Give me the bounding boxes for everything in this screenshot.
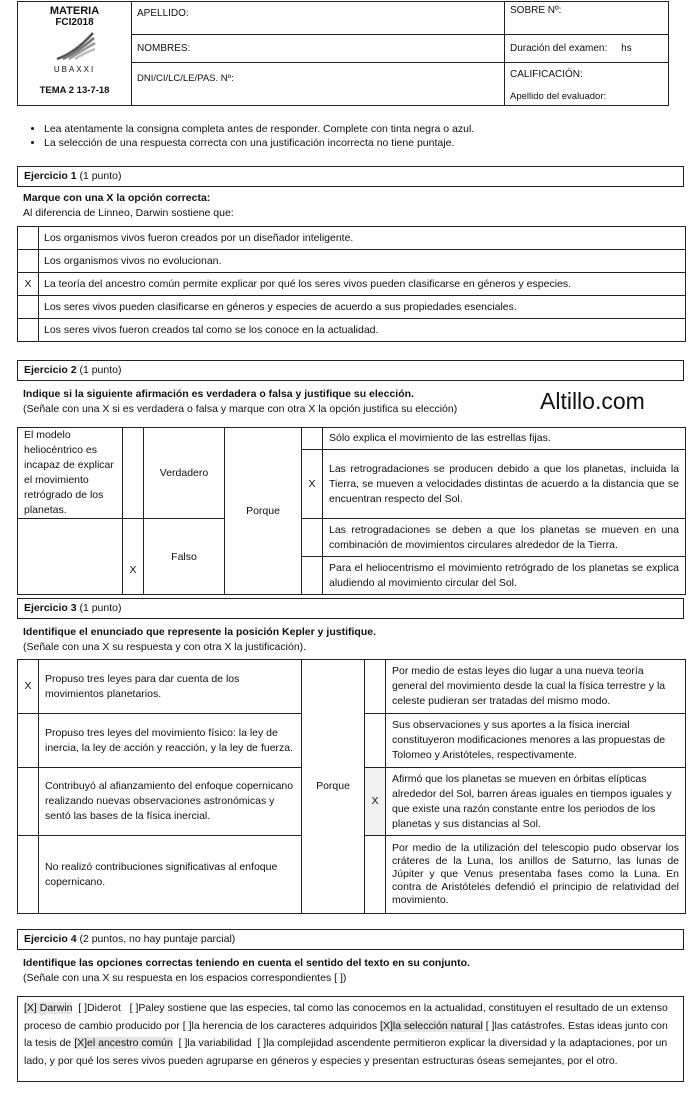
ej3-title: Ejercicio 3 <box>24 602 77 614</box>
option-mark[interactable]: X <box>18 660 39 714</box>
sobre-field[interactable] <box>505 2 669 35</box>
ej4-selected-option[interactable]: [X]el ancestro común <box>74 1037 173 1049</box>
option-text: Los seres vivos pueden clasificarse en géneros y especies de acuerdo a sus propiedades esenciales. <box>39 296 686 319</box>
justification-mark[interactable] <box>365 836 386 914</box>
ej3-points: (1 punto) <box>76 602 122 614</box>
ej4-instruction: Identifique las opciones correctas teniendo en cuenta el sentido del texto en su conjunto. <box>23 957 470 969</box>
calificacion-field[interactable] <box>505 63 669 106</box>
ej3-title-box <box>17 598 684 619</box>
justification-text: Las retrogradaciones se deben a que los planetas se mueven en una combinación de movimientos circulares alrededor de la Tierra. <box>323 519 686 557</box>
nombres-label: NOMBRES: <box>137 43 191 54</box>
materia-code: FCI2018 <box>55 17 94 28</box>
ej1-title-box <box>17 166 684 187</box>
justification-mark[interactable] <box>302 519 323 557</box>
option-text: Propuso tres leyes del movimiento físico: la ley de inercia, la ley de acción y reacción, y la ley de fuerza. <box>39 714 302 768</box>
ej4-text-box <box>17 996 684 1082</box>
ej4-sub: (Señale con una X su respuesta en los espacios correspondientes [ ]) <box>23 972 347 984</box>
ej3-instruction: Identifique el enunciado que represente la posición Kepler y justifique. <box>23 626 376 638</box>
ej1-title: Ejercicio 1 <box>24 170 77 182</box>
justification-mark[interactable] <box>365 714 386 768</box>
ej2-title: Ejercicio 2 <box>24 364 77 376</box>
nombres-field[interactable] <box>132 35 505 63</box>
option-text: Propuso tres leyes para dar cuenta de los movimientos planetarios. <box>39 660 302 714</box>
option-mark[interactable]: X <box>18 273 39 296</box>
justification-mark[interactable] <box>302 557 323 595</box>
ej1-option-row[interactable] <box>18 319 686 342</box>
ej1-instruction: Marque con una X la opción correcta: <box>23 192 211 204</box>
option-mark[interactable] <box>18 836 39 914</box>
ej2-sub: (Señale con una X si es verdadera o falsa y marque con otra X la opción justifica su elección) <box>23 403 458 415</box>
tema-label: TEMA 2 13-7-18 <box>39 85 110 96</box>
ej4-title-box <box>17 929 684 950</box>
justification-text: Por medio de la utilización del telescopio pudo observar los cráteres de la Luna, los anillos de Saturno, las lunas de Júpiter y que Venus presentaba fases como la Luna. En contra de Aristóteles defendió el principio de relatividad del movimiento. <box>386 836 686 914</box>
apellido-label: APELLIDO: <box>137 8 189 19</box>
option-mark[interactable] <box>18 296 39 319</box>
watermark: Altillo.com <box>540 388 645 414</box>
option-text: Contribuyó al afianzamiento del enfoque copernicano realizando nuevas observaciones astronómicas y sentó las bases de la física inercial. <box>39 768 302 836</box>
ej1-option-row[interactable] <box>18 296 686 319</box>
verdadero-mark[interactable] <box>123 428 144 519</box>
justification-text: Afirmó que los planetas se mueven en órbitas elípticas alrededor del Sol, barren áreas iguales en tiempos iguales y que existe una razón constante entre los periodos de los planetas y sus distancias al Sol. <box>386 768 686 836</box>
logo-text: UBAXXI <box>53 65 96 74</box>
dni-label: DNI/CI/LC/LE/PAS. Nº: <box>137 73 234 84</box>
ej2-instruction: Indique si la siguiente afirmación es verdadera o falsa y justifique su elección. <box>23 388 414 400</box>
justification-text: Para el heliocentrismo el movimiento retrógrado de los planetas se explica aludiendo al movimiento circular del Sol. <box>323 557 686 595</box>
ej1-question: Al diferencia de Linneo, Darwin sostiene que: <box>23 207 234 219</box>
option-text: Los seres vivos fueron creados tal como se los conoce en la actualidad. <box>39 319 686 342</box>
option-text: Los organismos vivos fueron creados por un diseñador inteligente. <box>39 227 686 250</box>
option-mark[interactable] <box>18 319 39 342</box>
justification-mark[interactable] <box>302 428 323 450</box>
ej1-option-row[interactable] <box>18 227 686 250</box>
justification-text: Las retrogradaciones se producen debido a que los planetas, incluida la Tierra, se mueven a velocidades distintas de acuerdo a la distancia que se encuentran respecto del Sol. <box>323 450 686 519</box>
option-text: La teoría del ancestro común permite explicar por qué los seres vivos pueden clasificarse en géneros y especies. <box>39 273 686 296</box>
ej4-text: [ ]las catástrofes. Estas ideas junto con la tesis de <box>24 1019 668 1049</box>
calificacion-label: CALIFICACIÓN: <box>510 69 583 80</box>
falso-option[interactable]: Falso <box>144 519 225 595</box>
ej4-selected-option[interactable]: [X] Darwin <box>24 1002 73 1014</box>
ej2-statement: El modelo heliocéntrico es incapaz de explicar el movimiento retrógrado de los planetas. <box>18 428 123 519</box>
ej4-text: [ ]la variabilidad [ ]la complejidad ascendente permitieron explicar la diversidad y la adaptaciones, por un lado, y por qué los seres vivos pueden agruparse en géneros y especies y presentan estructuras óseas semejantes, por el otro. <box>24 1037 671 1067</box>
ej2-points: (1 punto) <box>76 364 122 376</box>
ej3-table <box>17 659 686 914</box>
evaluador-label: Apellido del evaluador: <box>510 91 607 102</box>
dni-field[interactable] <box>132 63 505 106</box>
instruction-item: • La selección de una respuesta correcta con una justificación incorrecta no tiene puntaje. <box>44 136 474 150</box>
ej4-text: [ ]Diderot [ ]Paley sostiene que las especies, tal como las conocemos en la actualidad, constituyen el resultado de un extenso proceso de cambio producido por [ ]la herencia de los caracteres adquiridos <box>24 1002 671 1032</box>
duracion-label: Duración del examen: hs <box>510 43 632 54</box>
ej1-options-table <box>17 226 686 342</box>
justification-mark[interactable]: X <box>302 450 323 519</box>
justification-text: Sus observaciones y sus aportes a la física inercial constituyeron modificaciones menores a las propuestas de Tolomeo y Aristóteles, respectivamente. <box>386 714 686 768</box>
ej3-porque: Porque <box>302 660 365 914</box>
verdadero-option[interactable]: Verdadero <box>144 428 225 519</box>
materia-label: MATERIA <box>49 5 100 17</box>
instruction-item: • Lea atentamente la consigna completa antes de responder. Complete con tinta negra o azul. <box>44 122 474 136</box>
justification-mark[interactable]: X <box>365 768 386 836</box>
justification-mark[interactable] <box>365 660 386 714</box>
header-table <box>17 1 669 106</box>
option-text: No realizó contribuciones significativas al enfoque copernicano. <box>39 836 302 914</box>
justification-text: Por medio de estas leyes dio lugar a una nueva teoría general del movimiento desde la cual la física terrestre y la celeste pudieran ser tratadas del mismo modo. <box>386 660 686 714</box>
ubaxxi-logo-icon <box>53 31 97 61</box>
justification-text: Sólo explica el movimiento de las estrellas fijas. <box>323 428 686 450</box>
ej2-title-box <box>17 360 684 381</box>
ej1-option-row[interactable] <box>18 250 686 273</box>
option-mark[interactable] <box>18 714 39 768</box>
ej2-porque: Porque <box>225 428 302 595</box>
ej1-points: (1 punto) <box>76 170 122 182</box>
ej4-points: (2 puntos, no hay puntaje parcial) <box>76 933 236 945</box>
apellido-field[interactable] <box>132 2 505 35</box>
ej4-title: Ejercicio 4 <box>24 933 77 945</box>
ej1-option-row[interactable] <box>18 273 686 296</box>
option-mark[interactable] <box>18 768 39 836</box>
duracion-field[interactable] <box>505 35 669 63</box>
ej3-sub: (Señale con una X su respuesta y con otra X la justificación). <box>23 641 307 653</box>
option-text: Los organismos vivos no evolucionan. <box>39 250 686 273</box>
subject-cell <box>18 2 132 106</box>
option-mark[interactable] <box>18 250 39 273</box>
ej2-table <box>17 427 686 595</box>
sobre-label: SOBRE Nº: <box>510 5 562 16</box>
option-mark[interactable] <box>18 227 39 250</box>
falso-mark[interactable]: X <box>123 519 144 595</box>
ej4-selected-option[interactable]: [X]la selección natural <box>380 1019 483 1032</box>
ej2-statement-continued <box>18 519 123 595</box>
instructions-list <box>30 122 474 150</box>
